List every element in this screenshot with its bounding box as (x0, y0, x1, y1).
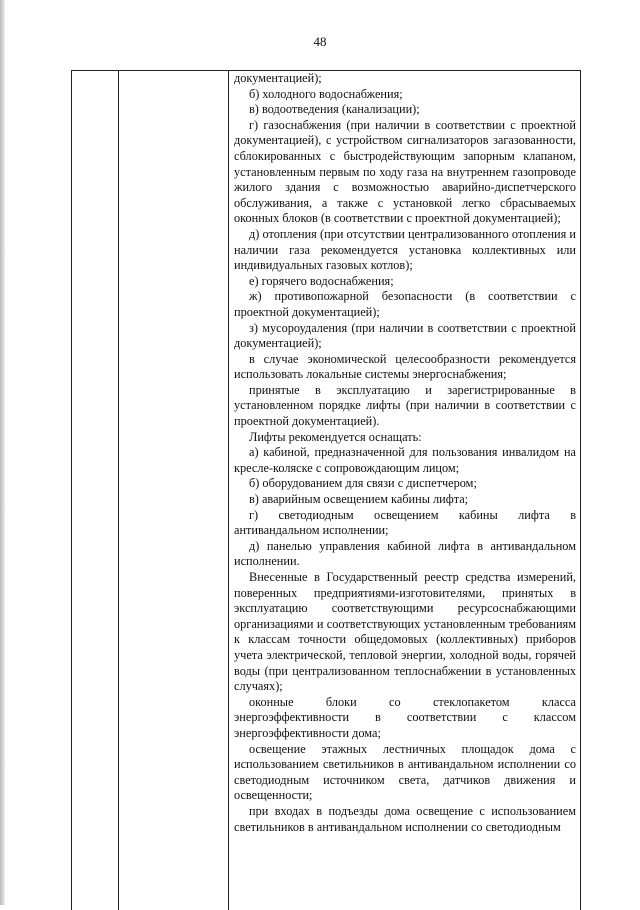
paragraph: е) горячего водоснабжения; (249, 273, 394, 288)
paragraph: в) водоотведения (канализации); (249, 102, 420, 117)
paragraph: документацией); (234, 71, 322, 85)
paragraph: Лифты рекомендуется оснащать: (249, 429, 422, 444)
requirements-table (71, 70, 581, 910)
paragraph: г) газоснабжения (при наличии в соответствии с проектной документацией), с устройством сигнализаторов загазованности, сблокированных с быстродействующим запорным клапаном, установленным первым по ходу газа на внутреннем газопроводе жилого здания с возможностью аварийно-диспетчерского обслуживания, а также с установкой легко сбрасываемых оконных блоков (в соответствии с проектной документацией); (234, 117, 576, 226)
paragraph: ж) противопожарной безопасности (в соответствии с проектной документацией); (234, 289, 576, 319)
paragraph: б) оборудованием для связи с диспетчером; (249, 476, 477, 491)
paragraph: а) кабиной, предназначенной для пользования инвалидом на кресле-коляске с сопровождающим лицом; (234, 445, 576, 475)
page-number: 48 (313, 34, 327, 49)
paragraph: г) светодиодным освещением кабины лифта в антивандальном исполнении; (234, 507, 576, 538)
paragraph: в) аварийным освещением кабины лифта; (249, 492, 469, 507)
scan-edge-shadow (0, 0, 5, 905)
column-divider-1 (118, 71, 119, 910)
requirements-text-cell (229, 71, 580, 835)
paragraph: д) панелью управления кабиной лифта в антивандальном исполнении. (234, 538, 576, 569)
paragraph: в случае экономической целесообразности рекомендуется использовать локальные системы энергоснабжения; (234, 351, 576, 382)
paragraph: з) мусороудаления (при наличии в соответствии с проектной документацией); (234, 320, 576, 351)
paragraph: б) холодного водоснабжения; (249, 86, 403, 101)
paragraph: д) отопления (при отсутствии централизованного отопления и наличии газа рекомендуется установка коллективных или индивидуальных газовых котлов); (234, 226, 576, 273)
paragraph: освещение этажных лестничных площадок дома с использованием светильников в антивандальном исполнении со светодиодным источником света, датчиков движения и освещенности; (234, 741, 576, 803)
paragraph: оконные блоки со стеклопакетом класса энергоэффективности в соответствии с классом энергоэффективности дома; (234, 694, 576, 740)
paragraph: при входах в подъезды дома освещение с использованием светильников в антивандальном исполнении со светодиодным (234, 803, 576, 834)
paragraph: Внесенные в Государственный реестр средства измерений, поверенных предприятиями-изготовителями, принятых в эксплуатацию соответствующими ресурсоснабжающими организациями и соответствующих установленным требованиям к классам точности общедомовых (коллективных) приборов учета электрической, тепловой энергии, холодной воды, горячей воды (при централизованном теплоснабжении в установленных случаях); (234, 570, 576, 694)
paragraph: принятые в эксплуатацию и зарегистрированные в установленном порядке лифты (при наличии в соответствии с проектной документацией). (234, 382, 576, 429)
